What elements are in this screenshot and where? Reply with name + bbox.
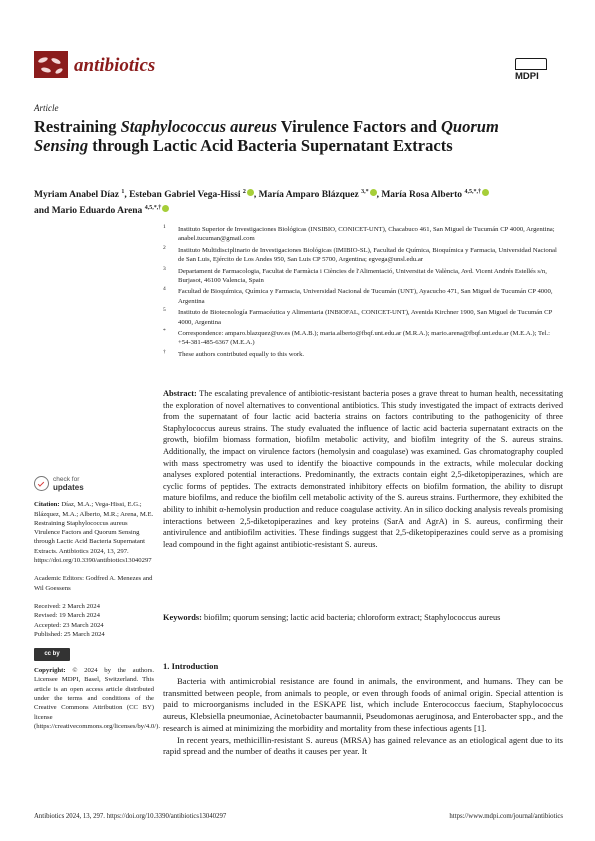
- correspondence: * Correspondence: amparo.blazquez@uv.es (M.A.B.); maria.alberto@fbqf.unt.edu.ar (M.R.A.); mario.arena@fbqf.unt.edu.ar (M.E.A.); Tel.: +54-381-485-6367 (M.E.A.): [163, 328, 550, 347]
- equal-contribution-note: † These authors contributed equally to this work.: [163, 348, 305, 358]
- keywords-label: Keywords:: [163, 613, 202, 622]
- affiliation-item: 3 Departament de Farmacologia, Facultat de Farmàcia i Ciències de l'Alimentació, Universitat de València, Avd. Vicent Andrés Estellés s/n, Burjasot, 46100 Valencia, Spain: [163, 265, 547, 285]
- date-published: Published: 25 March 2024: [34, 630, 105, 638]
- affiliation-item: 2 Instituto Multidisciplinario de Investigaciones Biológicas (IMIBIO-SL), Facultad de Química, Bioquímica y Farmacia, Universidad Nacional de San Luis, Ejército de Los Andes 950, San Luis CP 5700, Argentina; egvega@unsl.edu.ar: [163, 244, 557, 264]
- paper-title: Restraining Staphylococcus aureus Virulence Factors and Quorum Sensing through Lactic Acid Bacteria Supernatant Extracts: [34, 117, 499, 155]
- side-column: [34, 475, 160, 731]
- check-for-updates-button[interactable]: check for updates: [34, 475, 154, 492]
- introduction-body: [163, 676, 563, 758]
- copyright: Copyright: © 2024 by the authors. Licensee MDPI, Basel, Switzerland. This article is an open access article distributed under the terms and conditions of the Creative Commons Attribution (CC BY) license (https://creativecommons.org/licenses/by/4.0/).: [34, 667, 160, 730]
- date-accepted: Accepted: 23 March 2024: [34, 621, 104, 629]
- date-received: Received: 2 March 2024: [34, 602, 100, 610]
- affiliations: [163, 225, 563, 361]
- abstract-label: Abstract:: [163, 389, 197, 398]
- author[interactable]: Mario Eduardo Arena $^{4,5,*,\dagger}$: [52, 206, 169, 216]
- footer-journal-link[interactable]: https://www.mdpi.com/journal/antibiotics: [449, 813, 563, 820]
- orcid-icon[interactable]: [482, 189, 489, 196]
- author[interactable]: Esteban Gabriel Vega-Hissi $^2$: [129, 190, 254, 200]
- orcid-icon[interactable]: [247, 189, 254, 196]
- cc-license-icon[interactable]: cc by: [34, 648, 70, 661]
- abstract-text: The escalating prevalence of antibiotic-resistant bacteria poses a grave threat to human health, necessitating the exploration of novel alternatives to conventional antibiotics. This study investigated the impact of extracts derived from the supernatant of four lactic acid bacteria strains on factors contributing to the pathogenicity of three Staphylococcus aureus strains. The study evaluated the influence of lactic acid bacteria supernatant extracts on the growth, biofilm biomass formation, biofilm metabolic activity, and biofilm integrity of the S. aureus strains. Additionally, the impact on virulence factors (hemolysin and coagulase) was examined. Gas chromatography coupled with mass spectrometry was used to identify the bioactive compounds in the extracts, while molecular docking analyses explored potential interactions. Predominantly, the extracts contain eight 2,5-diketopiperazines, which are cyclic forms of peptides. The extracts demonstrated inhibitory effects on biofilm formation, the ability to disrupt mature biofilms, and reduce the biofilm cell metabolic activity of the S. aureus strains. Furthermore, they exhibited the ability to inhibit α-hemolysin production and reduce coagulase activity. An in silico docking analysis reveals promising interactions between 2,5-diketopiperazines and key proteins (SarA and AgrA) in S. aureus, confirming their antivirulence and antibiofilm activities. These findings suggest that 2,5-diketopiperazines could serve as a promising lead compound in the fight against antibiotic-resistant S. aureus.: [163, 389, 564, 549]
- author[interactable]: Myriam Anabel Díaz $^1$: [34, 189, 125, 201]
- orcid-icon[interactable]: [370, 189, 377, 196]
- check-icon: [34, 476, 49, 491]
- affiliation-item: 5 Instituto de Biotecnología Farmacéutica y Alimentaria (INBIOFAL, CONICET-UNT), Avenida Kirchner 1900, San Miguel de Tucumán CP 4000, Argentina: [163, 307, 553, 326]
- paragraph: In recent years, methicillin-resistant S. aureus (MRSA) has gained relevance as an etiological agent due to its rapid spread and the number of deaths it causes per year. It: [163, 734, 563, 757]
- footer-citation[interactable]: Antibiotics 2024, 13, 297. https://doi.org/10.3390/antibiotics13040297: [34, 813, 227, 820]
- publisher-logo-icon: [515, 58, 547, 70]
- abstract: [163, 388, 563, 550]
- journal-name: antibiotics: [74, 55, 156, 76]
- author-list: Myriam Anabel Díaz $^1$, Esteban Gabriel Vega-Hissi $^2$ , María Amparo Blázquez $^{3,*}$ , María Rosa Alberto $^{4,5,*,\dagger}$ and Mario Eduardo Arena $^{4,5,*,\dagger}$: [34, 186, 569, 218]
- section-heading: 1. Introduction: [163, 661, 219, 671]
- author[interactable]: María Amparo Blázquez $^{3,*}$: [259, 190, 377, 200]
- journal-logo-icon: [34, 51, 68, 78]
- date-revised: Revised: 19 March 2024: [34, 612, 100, 620]
- dates: [34, 602, 154, 639]
- keywords-text: biofilm; quorum sensing; lactic acid bacteria; chloroform extract; Staphylococcus aureus: [204, 613, 501, 622]
- author-and: and: [34, 206, 50, 217]
- orcid-icon[interactable]: [162, 205, 169, 212]
- citation: Citation: Díaz, M.A.; Vega-Hissi, E.G.; Blázquez, M.A.; Alberto, M.R.; Arena, M.E. Restraining Staphylococcus aureus Virulence Factors and Quorum Sensing through Lactic Acid Bacteria Supernatant Extracts. Antibiotics 2024, 13, 297. https://doi.org/10.3390/antibiotics13040297: [34, 501, 154, 565]
- affiliation-item: 1 Instituto Superior de Investigaciones Biológicas (INSIBIO, CONICET-UNT), Chacabuco 461, San Miguel de Tucumán CP 4000, Argentina; anabel.tucuman@gmail.com: [163, 224, 555, 243]
- affiliation-item: 4 Facultad de Bioquímica, Química y Farmacia, Universidad Nacional de Tucumán (UNT), Ayacucho 471, San Miguel de Tucumán CP 4000, Argentina: [163, 286, 553, 305]
- publisher-name: MDPI: [515, 71, 539, 82]
- paragraph: Bacteria with antimicrobial resistance are found in animals, the environment, and humans. They can be transmitted between people, from animals to people, or even through foods of animal origin. Special attention is paid to microorganisms included in the ESKAPE list, which include Enterococcus faecium, Staphylococcus aureus, Klebsiella pneumoniae, Acinetobacter baumannii, Pseudomonas aeruginosa, and Enterobacter spp., and the research is aimed at minimizing the morbidity and mortality from these infectious agents [1].: [163, 676, 563, 733]
- publisher-logo: [515, 58, 547, 82]
- academic-editors: Academic Editors: Godfred A. Menezes and Wil Goessens: [34, 575, 153, 592]
- author[interactable]: María Rosa Alberto $^{4,5,*,\dagger}$: [381, 190, 489, 200]
- article-type: Article: [34, 103, 59, 113]
- keywords: [163, 612, 563, 623]
